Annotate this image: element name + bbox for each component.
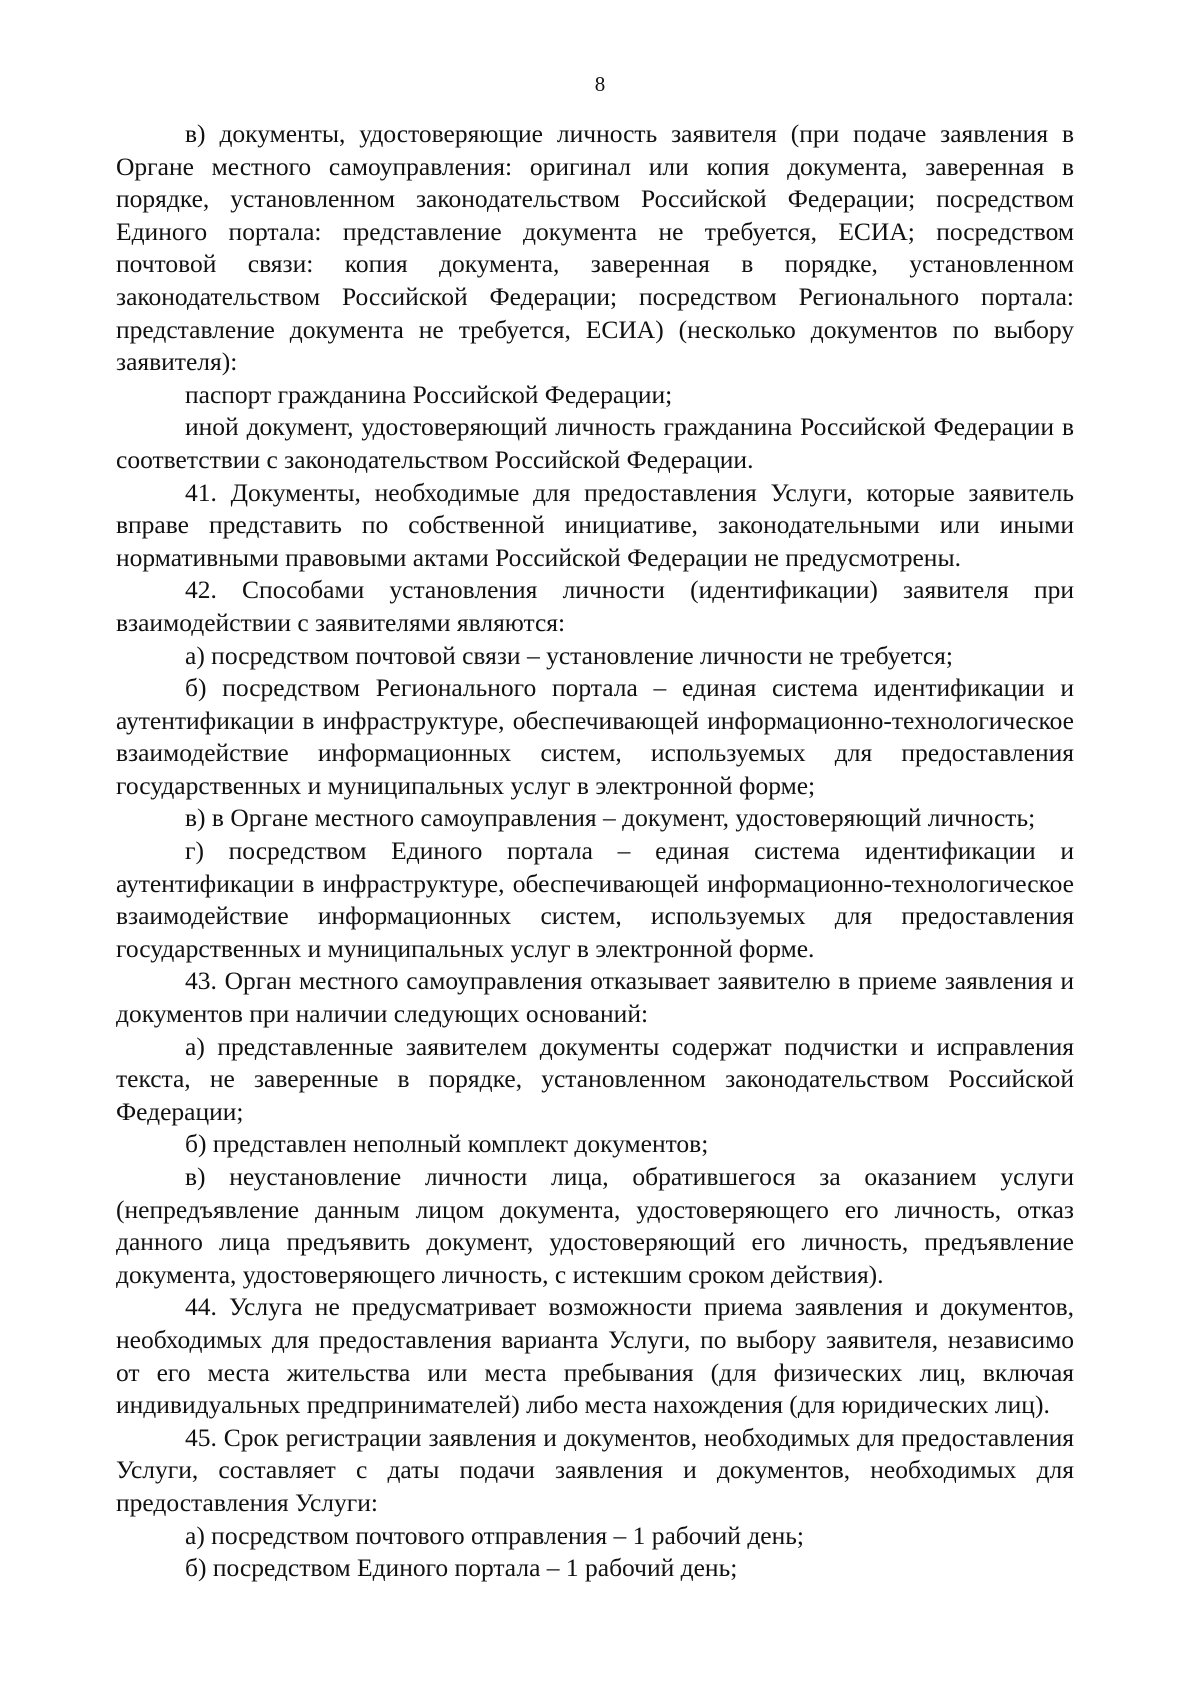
- paragraph-identity-documents: в) документы, удостоверяющие личность заявителя (при подаче заявления в Органе местного самоуправления: оригинал или копия документа, заверенная в порядке, установленном законодательством Российской Федерации; посредством Единого портала: представление документа не требуется, ЕСИА; посредством почтовой связи: копия документа, заверенная в порядке, установленном законодательством Российской Федерации; посредством Регионального портала: представление документа не требуется, ЕСИА) (несколько документов по выбору заявителя):: [116, 119, 1074, 377]
- paragraph-item-45-a: а) посредством почтового отправления – 1 рабочий день;: [185, 1520, 804, 1550]
- page-number: 8: [594, 72, 606, 96]
- document-body: [116, 118, 1074, 1585]
- paragraph-item-43-b: б) представлен неполный комплект документов;: [185, 1129, 709, 1159]
- paragraph-item-42-g: г) посредством Единого портала – единая система идентификации и аутентификации в инфраструктуре, обеспечивающей информационно-технологическое взаимодействие информационных систем, используемых для предоставления государственных и муниципальных услуг в электронной форме.: [116, 836, 1074, 963]
- paragraph-item-43-v: в) неустановление личности лица, обратившегося за оказанием услуги (непредъявление данным лицом документа, удостоверяющего его личность, отказ данного лица предъявить документ, удостоверяющий его личность, предъявление документа, удостоверяющего личность, с истекшим сроком действия).: [116, 1162, 1074, 1289]
- paragraph-item-42-a: а) посредством почтовой связи – установление личности не требуется;: [185, 640, 953, 670]
- paragraph-item-41: 41. Документы, необходимые для предоставления Услуги, которые заявитель вправе представить по собственной инициативе, законодательными или иными нормативными правовыми актами Российской Федерации не предусмотрены.: [116, 477, 1074, 572]
- paragraph-passport: паспорт гражданина Российской Федерации;: [185, 379, 673, 409]
- paragraph-item-42-v: в) в Органе местного самоуправления – документ, удостоверяющий личность;: [185, 803, 1036, 833]
- paragraph-item-42-b: б) посредством Регионального портала – единая система идентификации и аутентификации в инфраструктуре, обеспечивающей информационно-технологическое взаимодействие информационных систем, используемых для предоставления государственных и муниципальных услуг в электронной форме;: [116, 673, 1074, 800]
- paragraph-item-42: 42. Способами установления личности (идентификации) заявителя при взаимодействии с заявителями являются:: [116, 575, 1074, 637]
- paragraph-item-44: 44. Услуга не предусматривает возможности приема заявления и документов, необходимых для предоставления варианта Услуги, по выбору заявителя, независимо от его места жительства или места пребывания (для физических лиц, включая индивидуальных предпринимателей) либо места нахождения (для юридических лиц).: [116, 1292, 1074, 1420]
- paragraph-item-45: 45. Срок регистрации заявления и документов, необходимых для предоставления Услуги, составляет с даты подачи заявления и документов, необходимых для предоставления Услуги:: [116, 1422, 1074, 1517]
- paragraph-item-43-a: а) представленные заявителем документы содержат подчистки и исправления текста, не заверенные в порядке, установленном законодательством Российской Федерации;: [116, 1031, 1074, 1126]
- paragraph-item-45-b: б) посредством Единого портала – 1 рабочий день;: [185, 1553, 738, 1583]
- paragraph-other-document: иной документ, удостоверяющий личность гражданина Российской Федерации в соответствии с законодательством Российской Федерации.: [116, 412, 1074, 474]
- paragraph-item-43: 43. Орган местного самоуправления отказывает заявителю в приеме заявления и документов при наличии следующих оснований:: [116, 966, 1074, 1029]
